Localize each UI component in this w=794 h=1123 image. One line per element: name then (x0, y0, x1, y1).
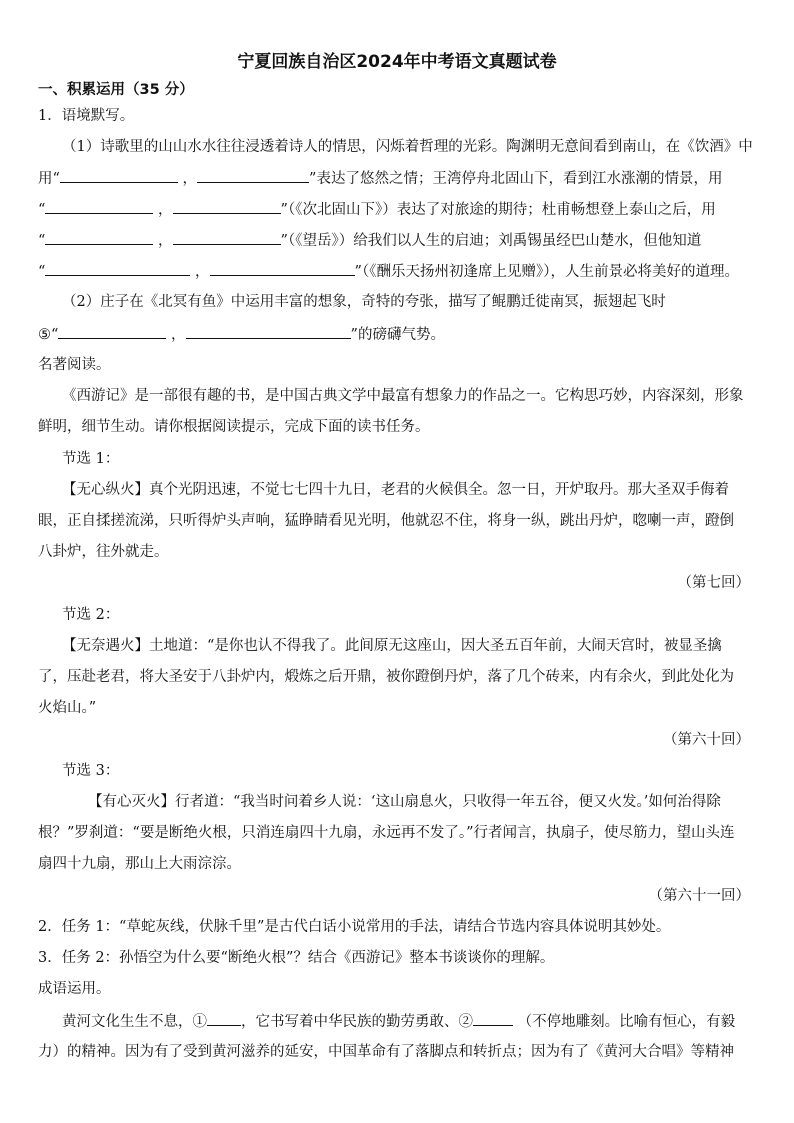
reading-label: 名著阅读。 (38, 357, 111, 373)
excerpt-1-label: 节选 1： (62, 451, 120, 467)
answer-blank[interactable] (173, 230, 281, 245)
excerpt-3-line-2: 根？”罗刹道：“要是断绝火根，只消连扇四十九扇，永远再不发了。”行者闻言，执扇子，使尽筋力，望山头连 (38, 825, 735, 841)
text: ， (171, 327, 186, 343)
text: （不停地雕刻。比喻有恒心，有毅 (517, 1014, 736, 1030)
question-2: 2．任务 1：“草蛇灰线，伏脉千里”是古代白话小说常用的手法，请结合节选内容具体说明其妙处。 (38, 919, 671, 935)
text: ⑤“ (38, 327, 59, 343)
answer-blank[interactable] (60, 168, 178, 183)
text: ，它书写着中华民族的勤劳勇敢、② (241, 1014, 473, 1030)
text: ， (158, 202, 173, 218)
excerpt-2-line-2: 了，压赴老君，将大圣安于八卦炉内，煅炼之后开鼎，被你蹬倒丹炉，落了几个砖来，内有余火，到此处化为 (38, 669, 734, 685)
text: 黄河文化生生不息，① (62, 1014, 207, 1030)
text: 用“ (38, 171, 60, 187)
answer-blank[interactable] (58, 324, 166, 339)
q1-paragraph-1: （1）诗歌里的山山水水往往浸透着诗人的情思，闪烁着哲理的光彩。陶渊明无意间看到南山，在《饮酒》中 (62, 139, 753, 155)
text: ”（《望岳》）给我们以人生的启迪；刘禹锡虽经巴山楚水，但他知道 (280, 233, 702, 249)
text: ”（《酬乐天扬州初逢席上见赠》），人生前景必将美好的道理。 (354, 264, 739, 280)
text: ， (158, 233, 173, 249)
excerpt-3-label: 节选 3： (62, 763, 120, 779)
answer-blank[interactable] (207, 1011, 241, 1026)
answer-blank[interactable] (197, 168, 309, 183)
q1-line-2 (38, 168, 766, 189)
excerpt-2-line-1: 【无奈遇火】土地道：“是你也认不得我了。此间原无这座山，因大圣五百年前，大闹天宫时，被显圣擒 (62, 638, 722, 654)
idiom-line-1 (62, 1011, 766, 1032)
excerpt-2-label: 节选 2： (62, 607, 120, 623)
answer-blank[interactable] (173, 199, 281, 214)
q1-line-3 (38, 199, 766, 220)
idiom-label: 成语运用。 (38, 981, 111, 997)
excerpt-3-source: （第六十一回） (648, 888, 750, 904)
answer-blank[interactable] (210, 261, 355, 276)
excerpt-1-line-2: 眼，正自揉搓流涕，只听得炉头声响，猛睁睛看见光明，他就忍不住，将身一纵，跳出丹炉，唿喇一声，蹬倒 (38, 513, 734, 529)
text: “ (38, 233, 46, 249)
excerpt-3-line-1: 【有心灭火】行者道：“我当时问着乡人说：‘这山扇息火，只收得一年五谷，便又火发。’如何治得除 (88, 794, 721, 810)
text: ”的磅礴气势。 (350, 327, 445, 343)
text: ， (195, 264, 210, 280)
excerpt-1-source: （第七回） (677, 575, 750, 591)
q1-line-5 (38, 261, 766, 282)
answer-blank[interactable] (473, 1011, 513, 1026)
question-1-label: 1．语境默写。 (38, 108, 135, 124)
section-heading: 一、积累运用（35 分） (38, 82, 194, 98)
q1-line-7 (38, 324, 766, 345)
reading-intro-1: 《西游记》是一部很有趣的书，是中国古典文学中最富有想象力的作品之一。它构思巧妙，内容深刻，形象 (62, 388, 744, 404)
text: “ (38, 264, 46, 280)
text: “ (38, 202, 46, 218)
q1-paragraph-2: （2）庄子在《北冥有鱼》中运用丰富的想象，奇特的夸张，描写了鲲鹏迁徙南冥，振翅起飞时 (62, 294, 666, 310)
excerpt-1-line-3: 八卦炉，往外就走。 (38, 544, 169, 560)
reading-intro-2: 鲜明，细节生动。请你根据阅读提示，完成下面的读书任务。 (38, 419, 430, 435)
text: ”（《次北固山下》）表达了对旅途的期待；杜甫畅想登上泰山之后，用 (280, 202, 716, 218)
excerpt-1-line-1: 【无心纵火】真个光阴迅速，不觉七七四十九日，老君的火候俱全。忽一日，开炉取丹。那大圣双手侮着 (62, 482, 729, 498)
answer-blank[interactable] (45, 261, 190, 276)
excerpt-2-line-3: 火焰山。” (38, 700, 97, 716)
page-title: 宁夏回族自治区2024年中考语文真题试卷 (237, 52, 557, 72)
answer-blank[interactable] (45, 199, 153, 214)
answer-blank[interactable] (45, 230, 153, 245)
q1-line-4 (38, 230, 766, 251)
excerpt-2-source: （第六十回） (663, 732, 750, 748)
text: ”表达了悠然之情；王湾停舟北固山下，看到江水涨潮的情景，用 (309, 171, 723, 187)
question-3: 3．任务 2：孙悟空为什么要“断绝火根”？结合《西游记》整本书谈谈你的理解。 (38, 950, 555, 966)
idiom-line-2: 力）的精神。因为有了受到黄河滋养的延安，中国革命有了落脚点和转折点；因为有了《黄河大合唱》等精神 (38, 1044, 734, 1060)
excerpt-3-line-3: 扇四十九扇，那山上大雨淙淙。 (38, 856, 241, 872)
answer-blank[interactable] (186, 324, 351, 339)
text: ， (182, 171, 198, 187)
